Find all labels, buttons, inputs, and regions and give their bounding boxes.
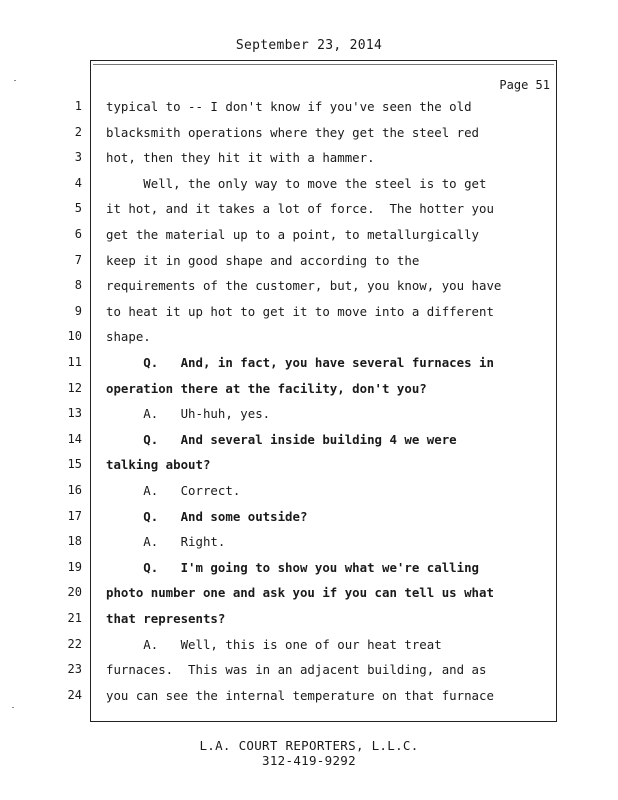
- transcript-line: [0, 611, 560, 631]
- line-number: 13: [67, 406, 82, 421]
- line-number: 19: [67, 559, 82, 574]
- line-number: 4: [74, 175, 82, 190]
- transcript-line: [0, 201, 560, 221]
- line-text: typical to -- I don't know if you've seen the old: [106, 99, 472, 114]
- transcript-line: [0, 688, 560, 708]
- transcript-line: [0, 406, 560, 426]
- line-text: Q. And several inside building 4 we were: [106, 431, 457, 447]
- transcript-line: [0, 176, 560, 196]
- line-text: blacksmith operations where they get the steel red: [106, 124, 479, 140]
- transcript-line: [0, 227, 560, 247]
- line-number: 18: [67, 534, 82, 549]
- transcript-line: [0, 509, 560, 529]
- line-number: 3: [74, 150, 82, 165]
- line-number: 11: [67, 355, 82, 369]
- line-number: 16: [67, 483, 82, 497]
- transcript-line: [0, 560, 560, 580]
- line-number: 23: [67, 662, 82, 677]
- line-text: requirements of the customer, but, you know, you have: [106, 278, 502, 294]
- line-number: 6: [74, 227, 82, 241]
- line-text: get the material up to a point, to metallurgically: [106, 227, 479, 242]
- transcript-line: [0, 125, 560, 145]
- line-number: 9: [74, 303, 82, 318]
- transcript-line: [0, 150, 560, 170]
- line-text: photo number one and ask you if you can tell us what: [106, 585, 494, 601]
- transcript-line: [0, 253, 560, 273]
- line-number: 20: [67, 585, 82, 600]
- transcript-line: [0, 381, 560, 401]
- transcript-line: [0, 355, 560, 375]
- line-text: A. Well, this is one of our heat treat: [106, 636, 442, 652]
- line-number: 10: [67, 329, 82, 344]
- line-number: 2: [74, 124, 82, 139]
- transcript-line: [0, 278, 560, 298]
- transcript-line: [0, 637, 560, 657]
- line-text: talking about?: [106, 457, 211, 473]
- transcript-line: [0, 585, 560, 605]
- transcript-line: [0, 304, 560, 324]
- line-number: 22: [67, 636, 82, 651]
- line-number: 17: [67, 508, 82, 523]
- line-number: 1: [74, 99, 82, 113]
- line-text: it hot, and it takes a lot of force. The hotter you: [106, 201, 494, 217]
- line-text: A. Right.: [106, 534, 226, 550]
- line-text: Q. And, in fact, you have several furnaces in: [106, 355, 494, 370]
- page-number: Page 51: [499, 78, 550, 92]
- line-text: operation there at the facility, don't you?: [106, 380, 427, 396]
- line-text: hot, then they hit it with a hammer.: [106, 150, 375, 166]
- line-text: A. Uh-huh, yes.: [106, 406, 271, 422]
- line-text: A. Correct.: [106, 483, 241, 498]
- scan-speck: [12, 707, 14, 708]
- transcript-line: [0, 534, 560, 554]
- line-text: that represents?: [106, 611, 226, 626]
- line-text: Well, the only way to move the steel is to get: [106, 175, 487, 191]
- transcript-line: [0, 457, 560, 477]
- line-text: you can see the internal temperature on that furnace: [106, 687, 494, 703]
- transcript-line: [0, 483, 560, 503]
- line-text: shape.: [106, 329, 151, 345]
- header-date: September 23, 2014: [235, 38, 383, 53]
- line-number: 21: [67, 611, 82, 625]
- transcript-line: [0, 99, 560, 119]
- footer-phone: 312-419-9292: [262, 753, 356, 768]
- line-number: 14: [67, 431, 82, 446]
- line-number: 5: [74, 201, 82, 216]
- line-text: keep it in good shape and according to the: [106, 252, 420, 268]
- line-text: Q. And some outside?: [106, 508, 308, 524]
- line-text: Q. I'm going to show you what we're calling: [106, 559, 479, 575]
- transcript-line: [0, 432, 560, 452]
- footer-company: L.A. COURT REPORTERS, L.L.C.: [199, 738, 419, 753]
- line-number: 24: [67, 687, 82, 702]
- line-text: to heat it up hot to get it to move into a different: [106, 303, 494, 319]
- transcript-line: [0, 329, 560, 349]
- scan-speck: [14, 80, 16, 81]
- line-number: 12: [67, 380, 82, 395]
- line-number: 15: [67, 457, 82, 472]
- line-number: 8: [74, 278, 82, 293]
- line-text: furnaces. This was in an adjacent building, and as: [106, 662, 487, 678]
- transcript-line: [0, 662, 560, 682]
- line-number: 7: [74, 252, 82, 267]
